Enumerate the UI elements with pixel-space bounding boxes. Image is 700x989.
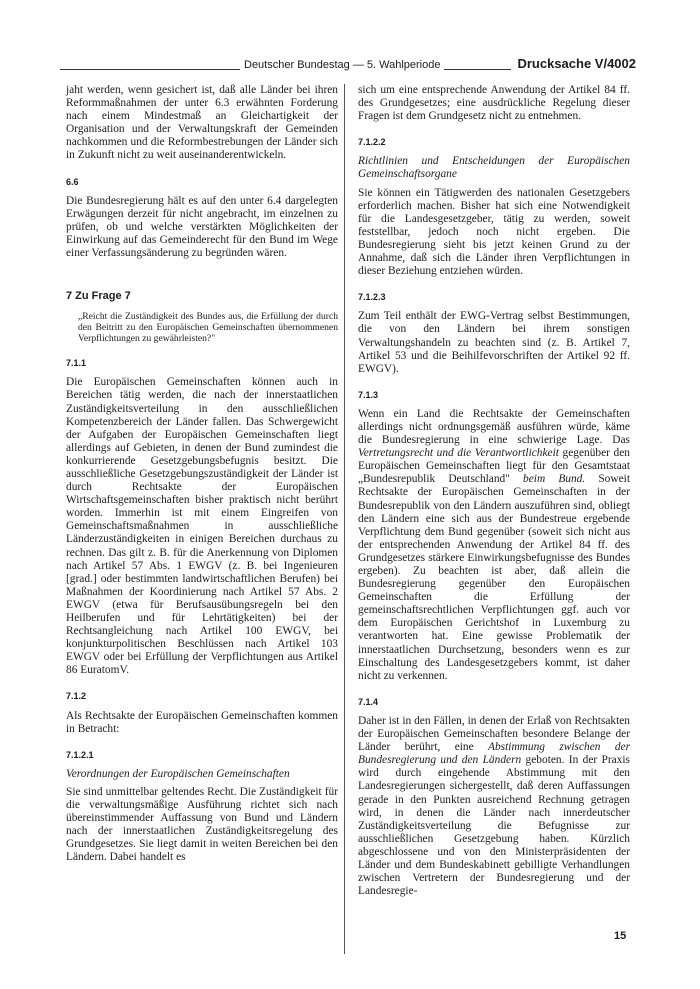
paragraph-7-1-2: Als Rechtsakte der Europäischen Gemeinschaften kommen in Betracht: [66, 709, 338, 735]
left-column [66, 84, 338, 865]
page-number: 15 [614, 930, 627, 942]
text-run: Soweit Rechtsakte der Europäischen Gemeinschaften in der Bundesrepublik von den Ländern auszuführen sind, obliegt den Ländern eine sich aus der Bundestreue ergebende Verpflichtung dem Bund gegenüber (soweit sich nicht aus der entsprechenden Anwendung der Artikel 84 ff. des Grundgesetzes stärkere Einwirkungsbefugnisse des Bundes ergeben). Zu beachten ist aber, daß allein die Bundesregierung gegenüber den Europäischen Gemeinschaften die Erfüllung der gemeinschaftsrechtlichen Verpflichtungen ggf. auch vor dem Europäischen Gerichtshof in Luxemburg zu verantworten hat. Eine gewisse Problematik der innerstaatlichen Durchsetzung, besonders wenn es zur Einschaltung des Landesgesetzgebers kommt, ist daher nicht zu verkennen. [358, 473, 630, 682]
paragraph-7-1-1: Die Europäischen Gemeinschaften können auch in Bereichen tätig werden, die nach der innerstaatlichen Zuständigkeitsverteilung in den ausschließlichen Kompetenzbereich der Länder fallen. Das Schwergewicht der Aufgaben der Europäischen Gemeinschaften liegt allerdings auf Gebieten, in denen der Bund zumindest die konkurrierende Gesetzgebungsbefugnis besitzt. Die ausschließliche Gesetzgebungszuständigkeit der Länder ist durch Rechtsakte der Europäischen Wirtschaftsgemeinschaften bisher praktisch nicht berührt worden. Immerhin ist mit einem Eingreifen von Gemeinschaftsmaßnahmen in ausschließliche Länderzuständigkeiten in einigen Bereichen durchaus zu rechnen. Das gilt z. B. für die Anerkennung von Diplomen nach Artikel 57 Abs. 1 EWGV (z. B. bei Ingenieuren [grad.] oder bestimmten landwirtschaftlichen Berufen) bei Maßnahmen der Koordinierung nach Artikel 57 Abs. 2 EWGV (etwa für Berufsausübungsregeln bei den Heilberufen und für Lehrtätigkeiten) bei der Rechtsangleichung nach Artikel 100 EWGV, bei konjunkturpolitischen Beschlüssen nach Artikel 103 EWGV oder bei Erfüllung der Verpflichtungen aus Artikel 86 EuratomV. [66, 376, 338, 677]
section-6-6-number: 6.6 [66, 176, 79, 187]
document-number: Drucksache V/4002 [511, 56, 636, 71]
paragraph-7-1-2-1: Sie sind unmittelbar geltendes Recht. Die Zuständigkeit für die verwaltungsmäßige Ausführung richtet sich nach übereinstimmender Auffassung von Bund und Ländern nach der innerstaatlichen Zuständigkeitsregelung des Grundgesetzes. Sie liegt damit in weiten Bereichen bei den Ländern. Dabei handelt es [66, 785, 338, 864]
section-7-1-2-2-number: 7.1.2.2 [358, 137, 386, 148]
column-divider [344, 84, 345, 954]
text-run: Wenn ein Land die Rechtsakte der Gemeinschaften allerdings nicht ordnungsgemäß ausführen würde, käme die Bundesregierung in eine schwierige Lage. Das [358, 407, 630, 447]
emphasis-text: beim Bund. [523, 473, 586, 486]
paragraph-7-1-4 [358, 715, 630, 898]
header-title: Deutscher Bundestag — 5. Wahlperiode [240, 59, 444, 71]
emphasis-text: Abstimmung zwischen der Bundesregierung und den Ländern [358, 741, 630, 767]
paragraph-continuation-right: sich um eine entsprechende Anwendung der Artikel 84 ff. des Grundgesetzes; eine ausdrückliche Regelung dieser Fragen ist dem Grundgesetz nicht zu entnehmen. [358, 84, 630, 123]
subheading-7-1-2-2: Richtlinien und Entscheidungen der Europäischen Gemeinschaftsorgane [358, 155, 630, 181]
paragraph-7-1-2-2: Sie können ein Tätigwerden des nationalen Gesetzgebers erforderlich machen. Bisher hat sich eine Notwendigkeit für die Landesgesetzgeber, tätig zu werden, soweit feststellbar, jedoch noch nicht ergeben. Die Bundesregierung sieht bis jetzt keinen Grund zu der Annahme, daß sich die Länder ihren Verpflichtungen in dieser Beziehung entziehen würden. [358, 186, 630, 278]
emphasis-text: Vertretungsrecht und die Verantwortlichkeit [358, 447, 559, 460]
subheading-7-1-2-1: Verordnungen der Europäischen Gemeinschaften [66, 767, 290, 780]
heading-question-7: 7 Zu Frage 7 [66, 290, 131, 303]
section-7-1-2-3-number: 7.1.2.3 [358, 292, 386, 303]
text-run: geboten. In der Praxis wird durch eingehende Abstimmung mit den Landesregierungen sichergestellt, daß deren Auffassungen gerade in den Punkten ausreichend Rechnung getragen wird, in denen die Länder nach innerdeutscher Zuständigkeitsverteilung die Befugnisse zur ausschließlichen Gesetzgebung haben. Kürzlich abgeschlossene und von den Ministerpräsidenten der Länder und dem Bundeskabinett gebilligte Verhandlungen zwischen Vertretern der Bundesregierung und der Landesregie- [358, 754, 630, 898]
paragraph-continuation: jaht werden, wenn gesichert ist, daß alle Länder bei ihren Reformmaßnahmen der unter 6.3 erwähnten Forderung nach einem Mindestmaß an Gleichartigkeit der Organisation und der Verwaltungskraft der Gemeinden nachkommen und die Reformbestrebungen der Länder sich in Zukunft nicht zu weit auseinanderentwickeln. [66, 84, 338, 162]
section-7-1-2-1-number: 7.1.2.1 [66, 749, 94, 760]
section-7-1-3-number: 7.1.3 [358, 389, 379, 400]
text-run: Daher ist in den Fällen, in denen der Erlaß von Rechtsakten der Europäischen Gemeinschaften besondere Belange der Länder berührt, eine [358, 714, 630, 754]
running-header [60, 56, 636, 76]
question-7-quote: „Reicht die Zuständigkeit des Bundes aus, die Erfüllung der durch den Beitritt zu den Europäischen Gemeinschaften übernommenen Verpflichtungen zu gewährleisten?" [78, 311, 338, 345]
right-column [358, 84, 630, 898]
text-run: gegenüber den Europäischen Gemeinschaften liegt für den Gesamtstaat „Bundesrepublik Deutschland" [358, 447, 630, 486]
section-7-1-2-number: 7.1.2 [66, 691, 87, 702]
paragraph-7-1-2-3: Zum Teil enthält der EWG-Vertrag selbst Bestimmungen, die von den Ländern bei ihrem sonstigen Verwaltungshandeln zu beachten sind (z. B. Artikel 7, Artikel 53 und die Beihilfevorschriften der Artikel 92 ff. EWGV). [358, 310, 630, 375]
paragraph-6-6: Die Bundesregierung hält es auf den unter 6.4 dargelegten Erwägungen derzeit für nicht angebracht, im einzelnen zu prüfen, ob und welche verstärkten Möglichkeiten der Einwirkung auf das Gemeinderecht für den Bund im Wege einer Verfassungsänderung zu begründen wären. [66, 194, 338, 260]
paragraph-7-1-3 [358, 408, 630, 683]
section-7-1-4-number: 7.1.4 [358, 696, 379, 707]
section-7-1-1-number: 7.1.1 [66, 358, 87, 369]
